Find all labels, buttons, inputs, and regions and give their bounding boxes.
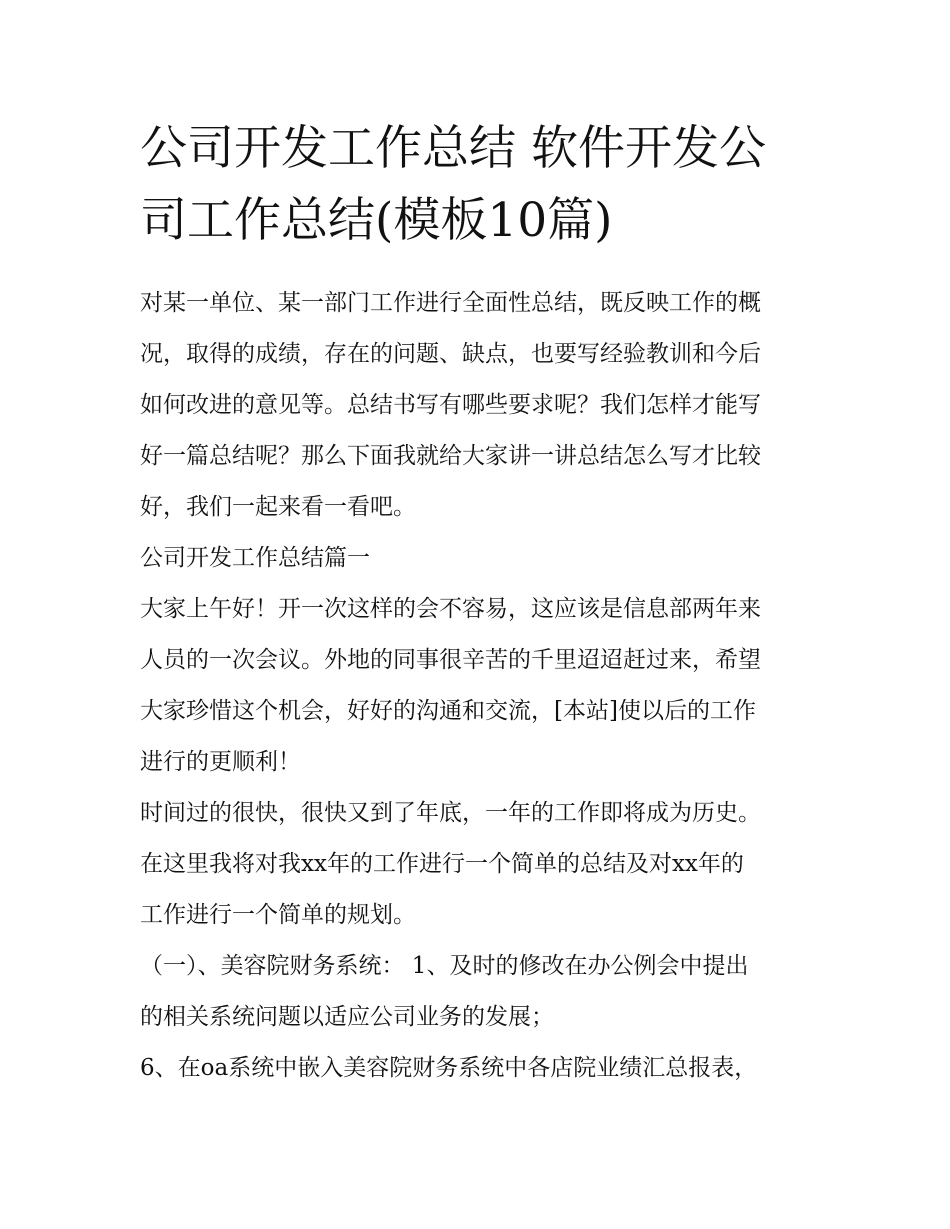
section-heading: 公司开发工作总结篇一 [140, 545, 370, 571]
body-line: 进行的更顺利！ [140, 749, 301, 775]
document-body [140, 278, 820, 1094]
title-line: 公司开发工作总结 软件开发公 [140, 121, 766, 176]
body-line: 好，我们一起来看一看吧。 [140, 494, 416, 520]
body-line: 如何改进的意见等。总结书写有哪些要求呢？我们怎样才能写 [140, 392, 761, 418]
body-line: 好一篇总结呢？那么下面我就给大家讲一讲总结怎么写才比较 [140, 443, 761, 469]
body-line: 6、在oa系统中嵌入美容院财务系统中各店院业绩汇总报表， [140, 1055, 758, 1081]
body-line: 时间过的很快，很快又到了年底，一年的工作即将成为历史。 [140, 800, 761, 826]
body-line: 人员的一次会议。外地的同事很辛苦的千里迢迢赶过来，希望 [140, 647, 761, 673]
body-line: （一）、美容院财务系统： 1、及时的修改在办公例会中提出 [140, 953, 749, 979]
title-line: 司工作总结(模板10篇) [140, 193, 613, 248]
body-line: 大家珍惜这个机会，好好的沟通和交流，[本站]使以后的工作 [140, 698, 756, 724]
body-line: 对某一单位、某一部门工作进行全面性总结，既反映工作的概 [140, 290, 761, 316]
body-line: 况，取得的成绩，存在的问题、缺点，也要写经验教训和今后 [140, 341, 761, 367]
body-line: 大家上午好！开一次这样的会不容易，这应该是信息部两年来 [140, 596, 761, 622]
body-line: 工作进行一个简单的规划。 [140, 902, 416, 928]
body-line: 在这里我将对我xx年的工作进行一个简单的总结及对xx年的 [140, 851, 744, 877]
document-title [140, 113, 820, 257]
body-line: 的相关系统问题以适应公司业务的发展； [140, 1004, 554, 1030]
